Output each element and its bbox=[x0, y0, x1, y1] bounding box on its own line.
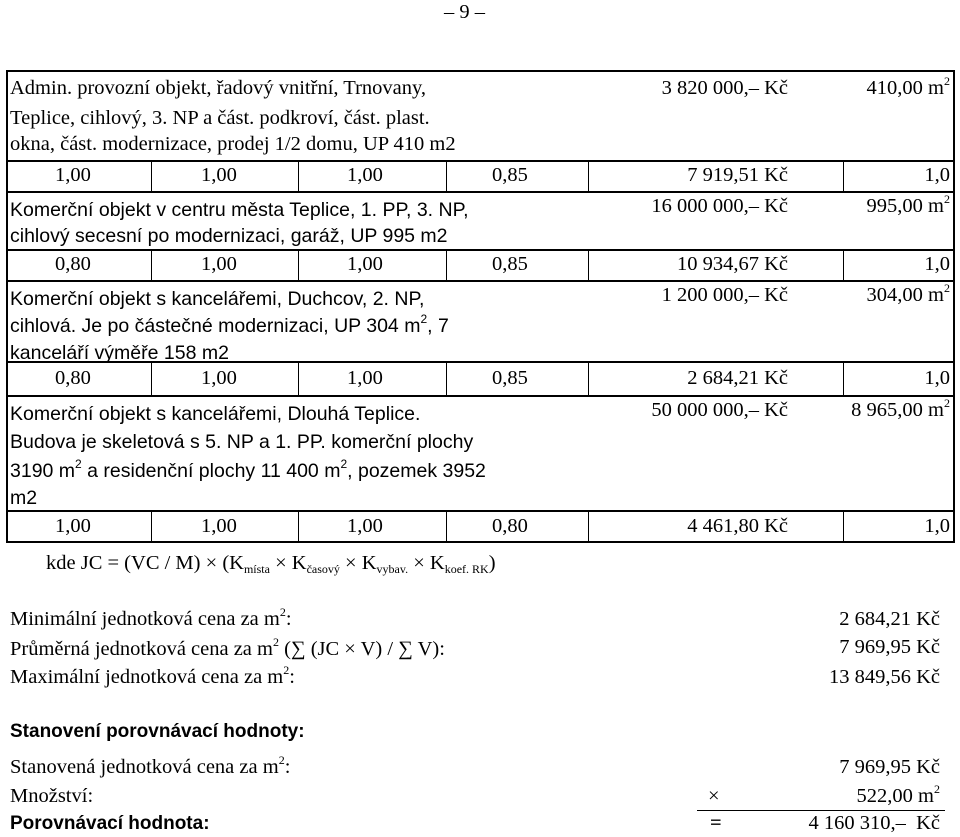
row4-unit-price: 4 461,80 Kč bbox=[687, 515, 788, 537]
row4-coef-1: 1,00 bbox=[55, 515, 91, 537]
quantity-value: 522,00 $m^2$ bbox=[856, 782, 940, 807]
times-icon: × bbox=[205, 552, 218, 574]
unit-price-value: 7 969,95 Kč bbox=[839, 756, 940, 778]
row3-coef-2: 1,00 bbox=[201, 367, 237, 389]
quantity-underline bbox=[697, 810, 945, 811]
row4-coef-4: 0,80 bbox=[492, 515, 528, 537]
row2-weight: 1,0 bbox=[924, 253, 950, 275]
row3-coef-3: 1,00 bbox=[347, 367, 383, 389]
row3-desc-line1: Komerční objekt s kancelářemi, Duchcov, 2. NP, bbox=[10, 288, 425, 310]
row3-coef-1: 0,80 bbox=[55, 367, 91, 389]
row4-coef-2: 1,00 bbox=[201, 515, 237, 537]
row3-desc-line2: cihlová. Je po částečné modernizaci, UP 304 $m^2$, 7 bbox=[10, 312, 449, 337]
row1-desc-line2: Teplice, cihlový, 3. NP a část. podkroví, část. plast. bbox=[10, 107, 430, 129]
times-icon: × bbox=[275, 552, 287, 574]
row1-desc-line1: Admin. provozní objekt, řadový vnitřní, Trnovany, bbox=[10, 77, 427, 99]
row3-area: 304,00 $m^2$ bbox=[866, 281, 950, 306]
row4-weight: 1,0 bbox=[924, 515, 950, 537]
avg-price-label: Průměrná jednotková cena za $m^2$ (∑ (JC × V) / ∑ V): bbox=[10, 635, 445, 660]
row4-desc-line2: Budova je skeletová s 5. NP a 1. PP. komerční plochy bbox=[10, 431, 474, 453]
row1-price: 3 820 000,– Kč bbox=[661, 77, 788, 99]
total-value: 4 160 310,– Kč bbox=[808, 812, 940, 834]
max-price-label: Maximální jednotková cena za $m^2$: bbox=[10, 663, 295, 688]
min-price-label: Minimální jednotková cena za $m^2$: bbox=[10, 605, 292, 630]
sum-icon: ∑ bbox=[290, 638, 306, 660]
min-price-value: 2 684,21 Kč bbox=[839, 608, 940, 630]
row2-coef-2: 1,00 bbox=[201, 253, 237, 275]
unit-price-label: Stanovená jednotková cena za $m^2$: bbox=[10, 753, 291, 778]
row2-desc-line2: cihlový secesní po modernizaci, garáž, UP 995 m2 bbox=[10, 225, 448, 247]
row2-coef-1: 0,80 bbox=[55, 253, 91, 275]
row4-desc-line4: m2 bbox=[10, 487, 38, 509]
avg-price-value: 7 969,95 Kč bbox=[839, 636, 940, 658]
times-icon: × bbox=[413, 552, 425, 574]
row1-coef-2: 1,00 bbox=[201, 164, 237, 186]
row2-unit-price: 10 934,67 Kč bbox=[676, 253, 788, 275]
row1-coef-1: 1,00 bbox=[55, 164, 91, 186]
row2-coef-4: 0,85 bbox=[492, 253, 528, 275]
row2-area: 995,00 $m^2$ bbox=[866, 192, 950, 217]
row1-unit-price: 7 919,51 Kč bbox=[687, 164, 788, 186]
row3-coef-4: 0,85 bbox=[492, 367, 528, 389]
max-price-value: 13 849,56 Kč bbox=[828, 666, 940, 688]
total-label: Porovnávací hodnota: bbox=[10, 813, 210, 834]
row1-coef-4: 0,85 bbox=[492, 164, 528, 186]
page-number: – 9 – bbox=[444, 1, 485, 23]
row4-desc-line1: Komerční objekt s kancelářemi, Dlouhá Teplice. bbox=[10, 403, 421, 425]
sum-icon: ∑ bbox=[398, 638, 413, 660]
row1-desc-line3: okna, část. modernizace, prodej 1/2 domu, UP 410 m2 bbox=[10, 133, 456, 155]
times-icon: × bbox=[344, 638, 356, 660]
row4-price: 50 000 000,– Kč bbox=[651, 399, 788, 421]
equals-sign: = bbox=[710, 812, 722, 834]
quantity-label: Množství: bbox=[10, 785, 94, 807]
row3-weight: 1,0 bbox=[924, 367, 950, 389]
comparables-table bbox=[6, 70, 955, 543]
row2-coef-3: 1,00 bbox=[347, 253, 383, 275]
row3-price: 1 200 000,– Kč bbox=[661, 284, 788, 306]
row4-desc-line3: 3190 $m^2$ a residenční plochy 11 400 $m^2$, pozemek 3952 bbox=[10, 457, 486, 482]
row4-area: 8 965,00 $m^2$ bbox=[851, 396, 950, 421]
comparison-heading: Stanovení porovnávací hodnoty: bbox=[10, 721, 305, 742]
formula-line: kde JC = $(VC / M) \times (K_{místa} \times K_{časový} \times K_{vybav.} \times K_{koef. RK})$ bbox=[46, 552, 496, 576]
row1-weight: 1,0 bbox=[924, 164, 950, 186]
row2-desc-line1: Komerční objekt v centru města Teplice, 1. PP, 3. NP, bbox=[10, 199, 469, 221]
row1-area: 410,00 $m^2$ bbox=[866, 74, 950, 99]
row1-coef-3: 1,00 bbox=[347, 164, 383, 186]
row2-price: 16 000 000,– Kč bbox=[651, 195, 788, 217]
row4-coef-3: 1,00 bbox=[347, 515, 383, 537]
row3-desc-line3: kanceláří výměře 158 m2 bbox=[10, 342, 229, 364]
times-icon: × bbox=[345, 552, 357, 574]
times-icon: × bbox=[708, 785, 720, 807]
row3-unit-price: 2 684,21 Kč bbox=[687, 367, 788, 389]
